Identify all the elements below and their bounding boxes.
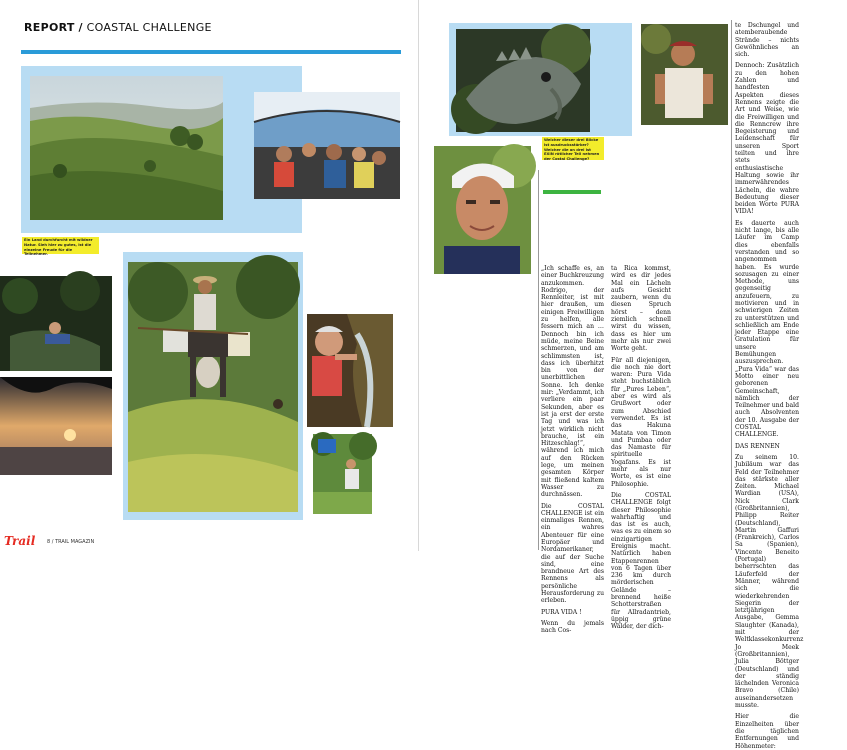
- column-divider-left: [538, 170, 539, 550]
- report-header: [24, 21, 212, 34]
- paragraph: ta Rica kommst, wird es dir jedes Mal ein Lächeln aufs Gesicht zaubern, wenn du diesen Spruch hörst – denn ziemlich schnell wirst du wissen, dass es hier um mehr als nur zwei Worte geht.: [611, 265, 671, 353]
- paragraph: Es dauerte auch nicht lange, bis alle Läufer im Camp dies ebenfalls verstanden und so angenommen haben. Es wurde sozusagen zu einer Methode, uns gegenseitig anzufeuern, zu motivieren und in schwierigen Zeiten zu unterstützen und schließlich am Ende jeder Etappe eine Gratulation für unsere Bemühungen auszusprechen. „Pura Vida“ war das Motto einer neu geborenen Gemeinschaft, nämlich der Teilnehmer und bald auch Absolventen der 10. Ausgabe der COSTAL CHALLENGE.: [735, 219, 799, 439]
- magazine-logo: Trail: [4, 534, 36, 548]
- magazine-name: TRAIL MAGAZIN: [55, 539, 95, 545]
- article-title: COASTAL CHALLENGE: [86, 21, 212, 34]
- page-footer: [47, 539, 94, 545]
- header-rule: [21, 50, 401, 54]
- paragraph: Die COSTAL CHALLENGE folgt dieser Philosophie wahrhaftig und das ist es auch, was es zu einem so einzigartigen Ereignis macht. Natürlich haben Etappenrennen von 6 Tagen über 236 km durch mörderischen Gelände – brennend heiße Schotterstraßen für Allradantrieb, üppig grüne Wälder, der dich-: [611, 491, 671, 631]
- page-number: 8: [47, 539, 51, 545]
- donkey-rider-photo: [128, 262, 298, 512]
- left-photo-caption: Ein Land durchfurcht mit wildner Natur. Sieh hier zu gutes, ist die einzelne Freude für die Teilnehmer.: [22, 237, 99, 254]
- subheading: PURA VIDA !: [541, 608, 582, 616]
- right-photo-caption: Welcher dieser drei Blicke ist ausdrucksstärker? Welcher die an drei ist EXIN rötlicher Teil nehmen der Costal Challenge?: [542, 137, 604, 160]
- creek-runner-photo: [0, 276, 112, 371]
- article-column-2: [611, 265, 671, 631]
- paragraph: Hier die Einzelheiten über die täglichen Entfernungen und Höhenmeter:: [735, 713, 799, 750]
- sunset-beach-photo: [0, 377, 112, 475]
- paragraph: Die COSTAL CHALLENGE ist ein einmaliges Rennen, ein wahres Abenteuer für eine Europäer und Nordamerikaner, die auf der Suche sind, eine brandneue Art des Rennens als persönliche Herausforderung zu erleben.: [541, 502, 604, 605]
- paragraph: „Ich schaffe es, an einer Buchkreuzung anzukommen. Rodrigo, der Rennleiter, ist mit hier draußen, um einigen Freiwilligen zu helfen, alle fessern mich an … Dennoch bin ich müde, meine Beine schmerzen, und am schlimmsten ist, dass ich überhitzt bin von der unerbittlichen Sonne. Ich denke mir: „Verdammt, ich verliere ein paar Sekunden, aber es ist ja erst der erste Tag und was ich jetzt wirklich nicht brauche, ist ein Hitzeschlag!“, während ich mich auf den Rücken lege, um meinen gesamten Körper mit fließend kaltem Wasser zu durchnässen.: [541, 265, 604, 499]
- hills-landscape-photo: [30, 76, 223, 220]
- article-column-1: [541, 265, 604, 635]
- female-runner-portrait: [434, 146, 531, 274]
- header-separator: /: [78, 21, 83, 34]
- river-crossing-photo: [313, 434, 372, 514]
- section-label: REPORT: [24, 21, 75, 34]
- paragraph: Wenn du jemals nach Cos-: [541, 619, 604, 635]
- paragraph: Zu seinem 10. Jubiläum war das Feld der Teilnehmer das stärkste aller Zeiten. Michael Wardian (USA), Nick Clark (Großbritannien), Philipp Reiter (Deutschland), Martin Gaffuri (Frankreich), Carlos Sa (Spanien), Vincente Beneito (Portugal) beherrschten das Läuferfeld der Männer, während sich die wiederkehrenden Siegerin der letztjährigen Ausgabe, Gemma Slaughter (Kanada), mit der Weltklassekonkurrenz Jo Meek (Großbritannien), Julia Böttger (Deutschland) und der ständig lächelnden Veronica Bravo (Chile) auseinandersetzen musste.: [735, 453, 804, 710]
- column-divider-right: [731, 20, 732, 550]
- male-runner-portrait: [641, 24, 728, 125]
- section-heading: DAS RENNEN: [735, 442, 780, 450]
- paragraph: Dennoch: Zusätzlich zu den hohen Zahlen und handfesten Aspekten dieses Rennens zeigte die Art und Weise, wie die Freiwilligen und die Renncrew ihre Begeisterung und Leidenschaft für unseren Sport teilten und ihre stets enthusiastische Haltung sowie ihr immerwährendes Lächeln, die wahre Bedeutung dieser beiden Worte PURA VIDA!: [735, 62, 799, 216]
- footer-separator: /: [51, 539, 54, 545]
- green-accent-rule: [543, 190, 601, 194]
- runner-drinking-photo: [307, 314, 393, 427]
- iguana-photo: [456, 29, 590, 132]
- paragraph: te Dschungel und atemberaubende Strände – nichts Gewöhnliches an sich.: [735, 22, 799, 59]
- boat-passengers-photo: [254, 92, 400, 199]
- article-column-3: [735, 22, 804, 750]
- paragraph: Für all diejenigen, die noch nie dort waren: Pura Vida steht buchstäblich für „Pures Leben“, aber es wird als Grußwort oder zum Abschied verwendet. Es ist das Hakuna Matata von Timon und Pumbaa oder das Namaste für spirituelle Yogafans. Es ist mehr als nur Worte, es ist eine Philosophie.: [611, 356, 671, 488]
- left-page: [0, 0, 419, 551]
